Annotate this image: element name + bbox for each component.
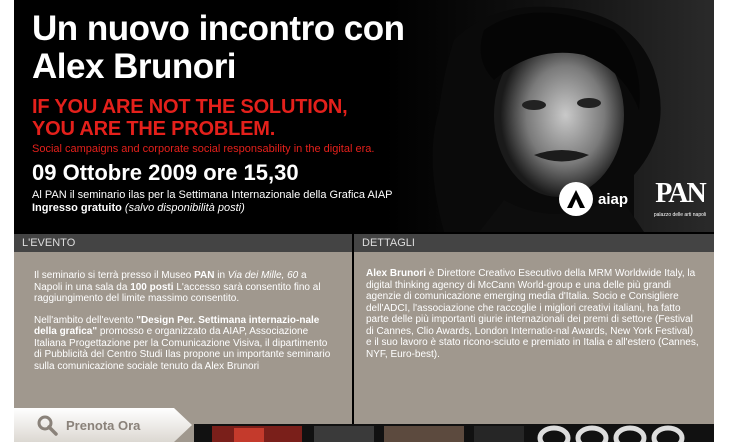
event-name: "Design Per. Settimana internazio-nale della grafica"	[34, 314, 320, 337]
evento-text: Il seminario si terrà presso il Museo	[34, 270, 195, 281]
bio-paragraph	[366, 268, 700, 360]
info-line: Al PAN il seminario ilas per la Settimana Internazionale della Grafica AIAP	[32, 189, 393, 201]
photo-strip	[194, 424, 714, 442]
title-line-1: Un nuovo incontro con	[32, 9, 405, 48]
evento-text: a Napoli in una sala da	[34, 270, 307, 293]
free-entry-label: Ingresso gratuito	[32, 202, 122, 214]
newsletter	[14, 0, 714, 442]
subtitle: Social campaigns and corporate social responsability in the digital era.	[32, 143, 375, 155]
aiap-icon	[559, 182, 593, 216]
address: Via dei Mille, 60	[227, 270, 299, 281]
event-info	[32, 189, 393, 215]
speaker-bio: è Direttore Creativo Esecutivo della MRM Worldwide Italy, la digital thinking agency di McCann World-group e una delle più grandi agenzie di comunicazione emerging media d'Italia. Socio e Consigliere dell'ADCI, l'associazione che raccoglie i migliori creativi italiani, ha fatto parte delle più importanti giurie internazionali dei premi di settore (Festival di Cannes, Clio Awards, London Internatio-nal Awards, New York Festival) e il suo lavoro è stato ricono-sciuto e premiato in Italia e all'estero (Cannes, NYF, Euro-best).	[366, 268, 699, 360]
slogan	[32, 96, 348, 140]
speaker-name: Alex Brunori	[366, 268, 427, 279]
evento-text: L'accesso sarà consentito fino al raggiungimento del limite massimo consentito.	[34, 281, 321, 304]
search-icon	[36, 414, 58, 436]
pan-caption: palazzo delle arti napoli	[653, 212, 707, 218]
pan-wordmark: PAN	[655, 178, 705, 209]
aiap-wordmark: aiap	[598, 190, 629, 208]
museum-name: PAN	[194, 270, 215, 281]
slogan-line-1: IF YOU ARE NOT THE SOLUTION,	[32, 96, 348, 118]
evento-text: Nell'ambito dell'evento	[34, 314, 137, 326]
free-entry-note: (salvo disponibilità posti)	[124, 202, 245, 214]
seat-count: 100 posti	[130, 281, 174, 293]
evento-paragraph-1	[34, 270, 336, 305]
title-line-2: Alex Brunori	[32, 47, 237, 86]
hero-banner	[14, 0, 714, 232]
event-date: 09 Ottobre 2009 ore 15,30	[32, 160, 299, 185]
evento-text: in	[214, 270, 228, 281]
book-now-label[interactable]: Prenota Ora	[66, 418, 141, 433]
evento-text: promosso e organizzato da AIAP, Associazione Italiana Progettazione per la Comunicazione Visiva, il dipartimento di Pubblicità del Centro Studi Ilas propone un importante seminario sulla comunicazione sociale tenuto da Alex Brunori	[34, 326, 331, 372]
pan-logo[interactable]	[650, 180, 710, 218]
evento-paragraph-2	[34, 315, 336, 373]
aiap-logo[interactable]	[559, 182, 628, 216]
dettagli-panel	[354, 252, 714, 442]
slogan-line-2: YOU ARE THE PROBLEM.	[32, 118, 276, 140]
dettagli-heading: DETTAGLI	[354, 234, 714, 252]
page-title	[32, 10, 405, 86]
evento-heading: L'EVENTO	[14, 234, 352, 252]
